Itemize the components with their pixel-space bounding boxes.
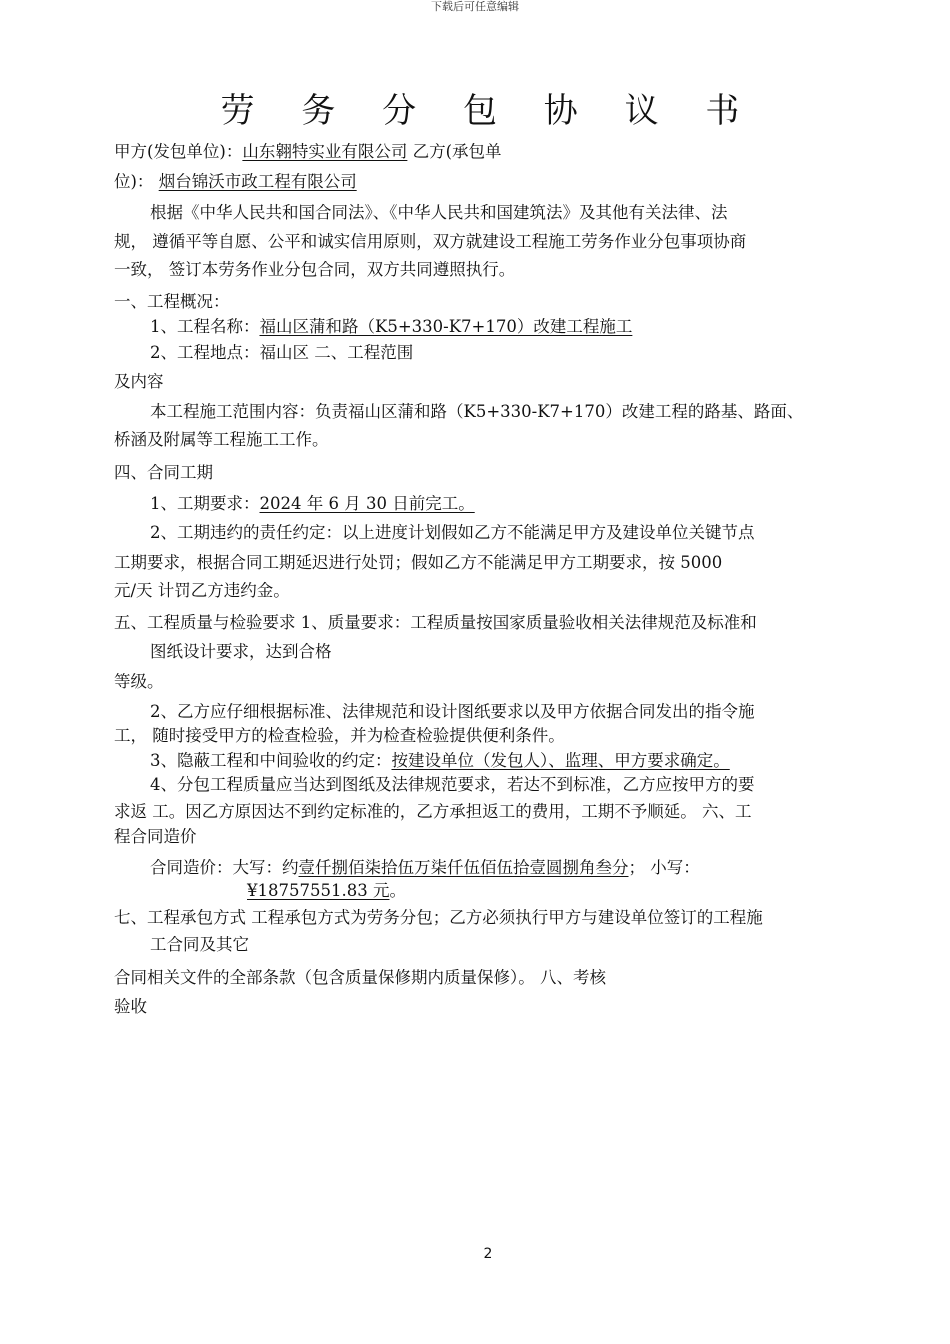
quality-clause-4-line-3: 程合同造价 [114, 827, 197, 846]
quality-line-1: 五、工程质量与检验要求 1、质量要求：工程质量按国家质量验收相关法律规范及标准和 [114, 613, 757, 632]
quality-line-3: 等级。 [114, 672, 164, 691]
contract-price-sep: ； 小写： [628, 858, 700, 877]
hidden-works-label: 3、隐蔽工程和中间验收的约定： [150, 751, 392, 770]
document-title: 劳 务 分 包 协 议 书 [220, 91, 758, 131]
contract-price-upper: 壹仟捌佰柒拾伍万柒仟伍佰伍拾壹圆捌角叁分 [298, 858, 629, 877]
scope-line-2: 桥涵及附属等工程施工工作。 [114, 430, 329, 449]
page-number: 2 [483, 1246, 493, 1262]
project-name-label: 1、工程名称： [150, 317, 260, 336]
project-site-line: 2、工程地点：福山区 二、工程范围 [150, 343, 414, 362]
preamble-line-3: 一致， 签订本劳务作业分包合同，双方共同遵照执行。 [114, 260, 516, 279]
section-7-line-1: 七、工程承包方式 工程承包方式为劳务分包；乙方必须执行甲方与建设单位签订的工程施 [114, 908, 763, 927]
section-7-line-2: 工合同及其它 [150, 935, 249, 954]
party-b-name: 烟台锦沃市政工程有限公司 [158, 172, 357, 191]
section-4-heading: 四、合同工期 [114, 463, 213, 482]
quality-clause-2-line-1: 2、乙方应仔细根据标准、法律规范和设计图纸要求以及甲方依据合同发出的指令施 [150, 702, 755, 721]
quality-line-2: 图纸设计要求，达到合格 [150, 642, 332, 661]
project-site-cont: 及内容 [114, 372, 164, 391]
period-penalty-line-3: 元/天 计罚乙方违约金。 [114, 581, 290, 600]
contract-price-lower: ¥18757551.83 元 [247, 881, 390, 900]
period-requirement-value: 2024 年 6 月 30 日前完工。 [259, 494, 475, 513]
header-note: 下载后可任意编辑 [431, 0, 519, 13]
contract-price-end: 。 [389, 881, 406, 900]
contract-price-lower-line [247, 879, 406, 903]
contract-price-line [150, 856, 700, 880]
preamble-line-1: 根据《中华人民共和国合同法》、《中华人民共和国建筑法》及其他有关法律、法 [150, 203, 728, 222]
party-b-label-cont: 位)： [114, 172, 154, 191]
preamble-line-2: 规， 遵循平等自愿、公平和诚实信用原则，双方就建设工程施工劳务作业分包事项协商 [114, 232, 747, 251]
section-7-line-3: 合同相关文件的全部条款（包含质量保修期内质量保修）。 八、考核 [114, 968, 606, 987]
period-requirement-label: 1、工期要求： [150, 494, 260, 513]
party-a-name: 山东翱特实业有限公司 [242, 142, 408, 161]
contract-price-label: 合同造价：大写：约 [150, 858, 299, 877]
quality-clause-4-line-1: 4、分包工程质量应当达到图纸及法律规范要求，若达不到标准，乙方应按甲方的要 [150, 775, 755, 794]
scope-line-1: 本工程施工范围内容：负责福山区蒲和路（K5+330-K7+170）改建工程的路基、路面、 [150, 402, 804, 421]
section-1-heading: 一、工程概况： [114, 292, 230, 311]
project-name-line [150, 315, 632, 339]
period-requirement-line [150, 492, 475, 516]
party-line [114, 140, 502, 164]
section-7-line-4: 验收 [114, 997, 147, 1016]
party-b-line [114, 170, 357, 194]
project-name-value: 福山区蒲和路（K5+330-K7+170）改建工程施工 [259, 317, 633, 336]
party-a-label: 甲方(发包单位)： [114, 142, 243, 161]
quality-clause-4-line-2: 求返 工。因乙方原因达不到约定标准的，乙方承担返工的费用，工期不予顺延。 六、工 [114, 802, 752, 821]
quality-clause-2-line-2: 工， 随时接受甲方的检查检验，并为检查检验提供便利条件。 [114, 726, 565, 745]
period-penalty-line-1: 2、工期违约的责任约定：以上进度计划假如乙方不能满足甲方及建设单位关键节点 [150, 523, 755, 542]
quality-clause-3-line [150, 749, 730, 773]
hidden-works-value: 按建设单位（发包人）、监理、甲方要求确定。 [391, 751, 730, 770]
period-penalty-line-2: 工期要求，根据合同工期延迟进行处罚；假如乙方不能满足甲方工期要求，按 5000 [114, 553, 723, 572]
party-b-label: 乙方(承包单 [412, 142, 502, 161]
